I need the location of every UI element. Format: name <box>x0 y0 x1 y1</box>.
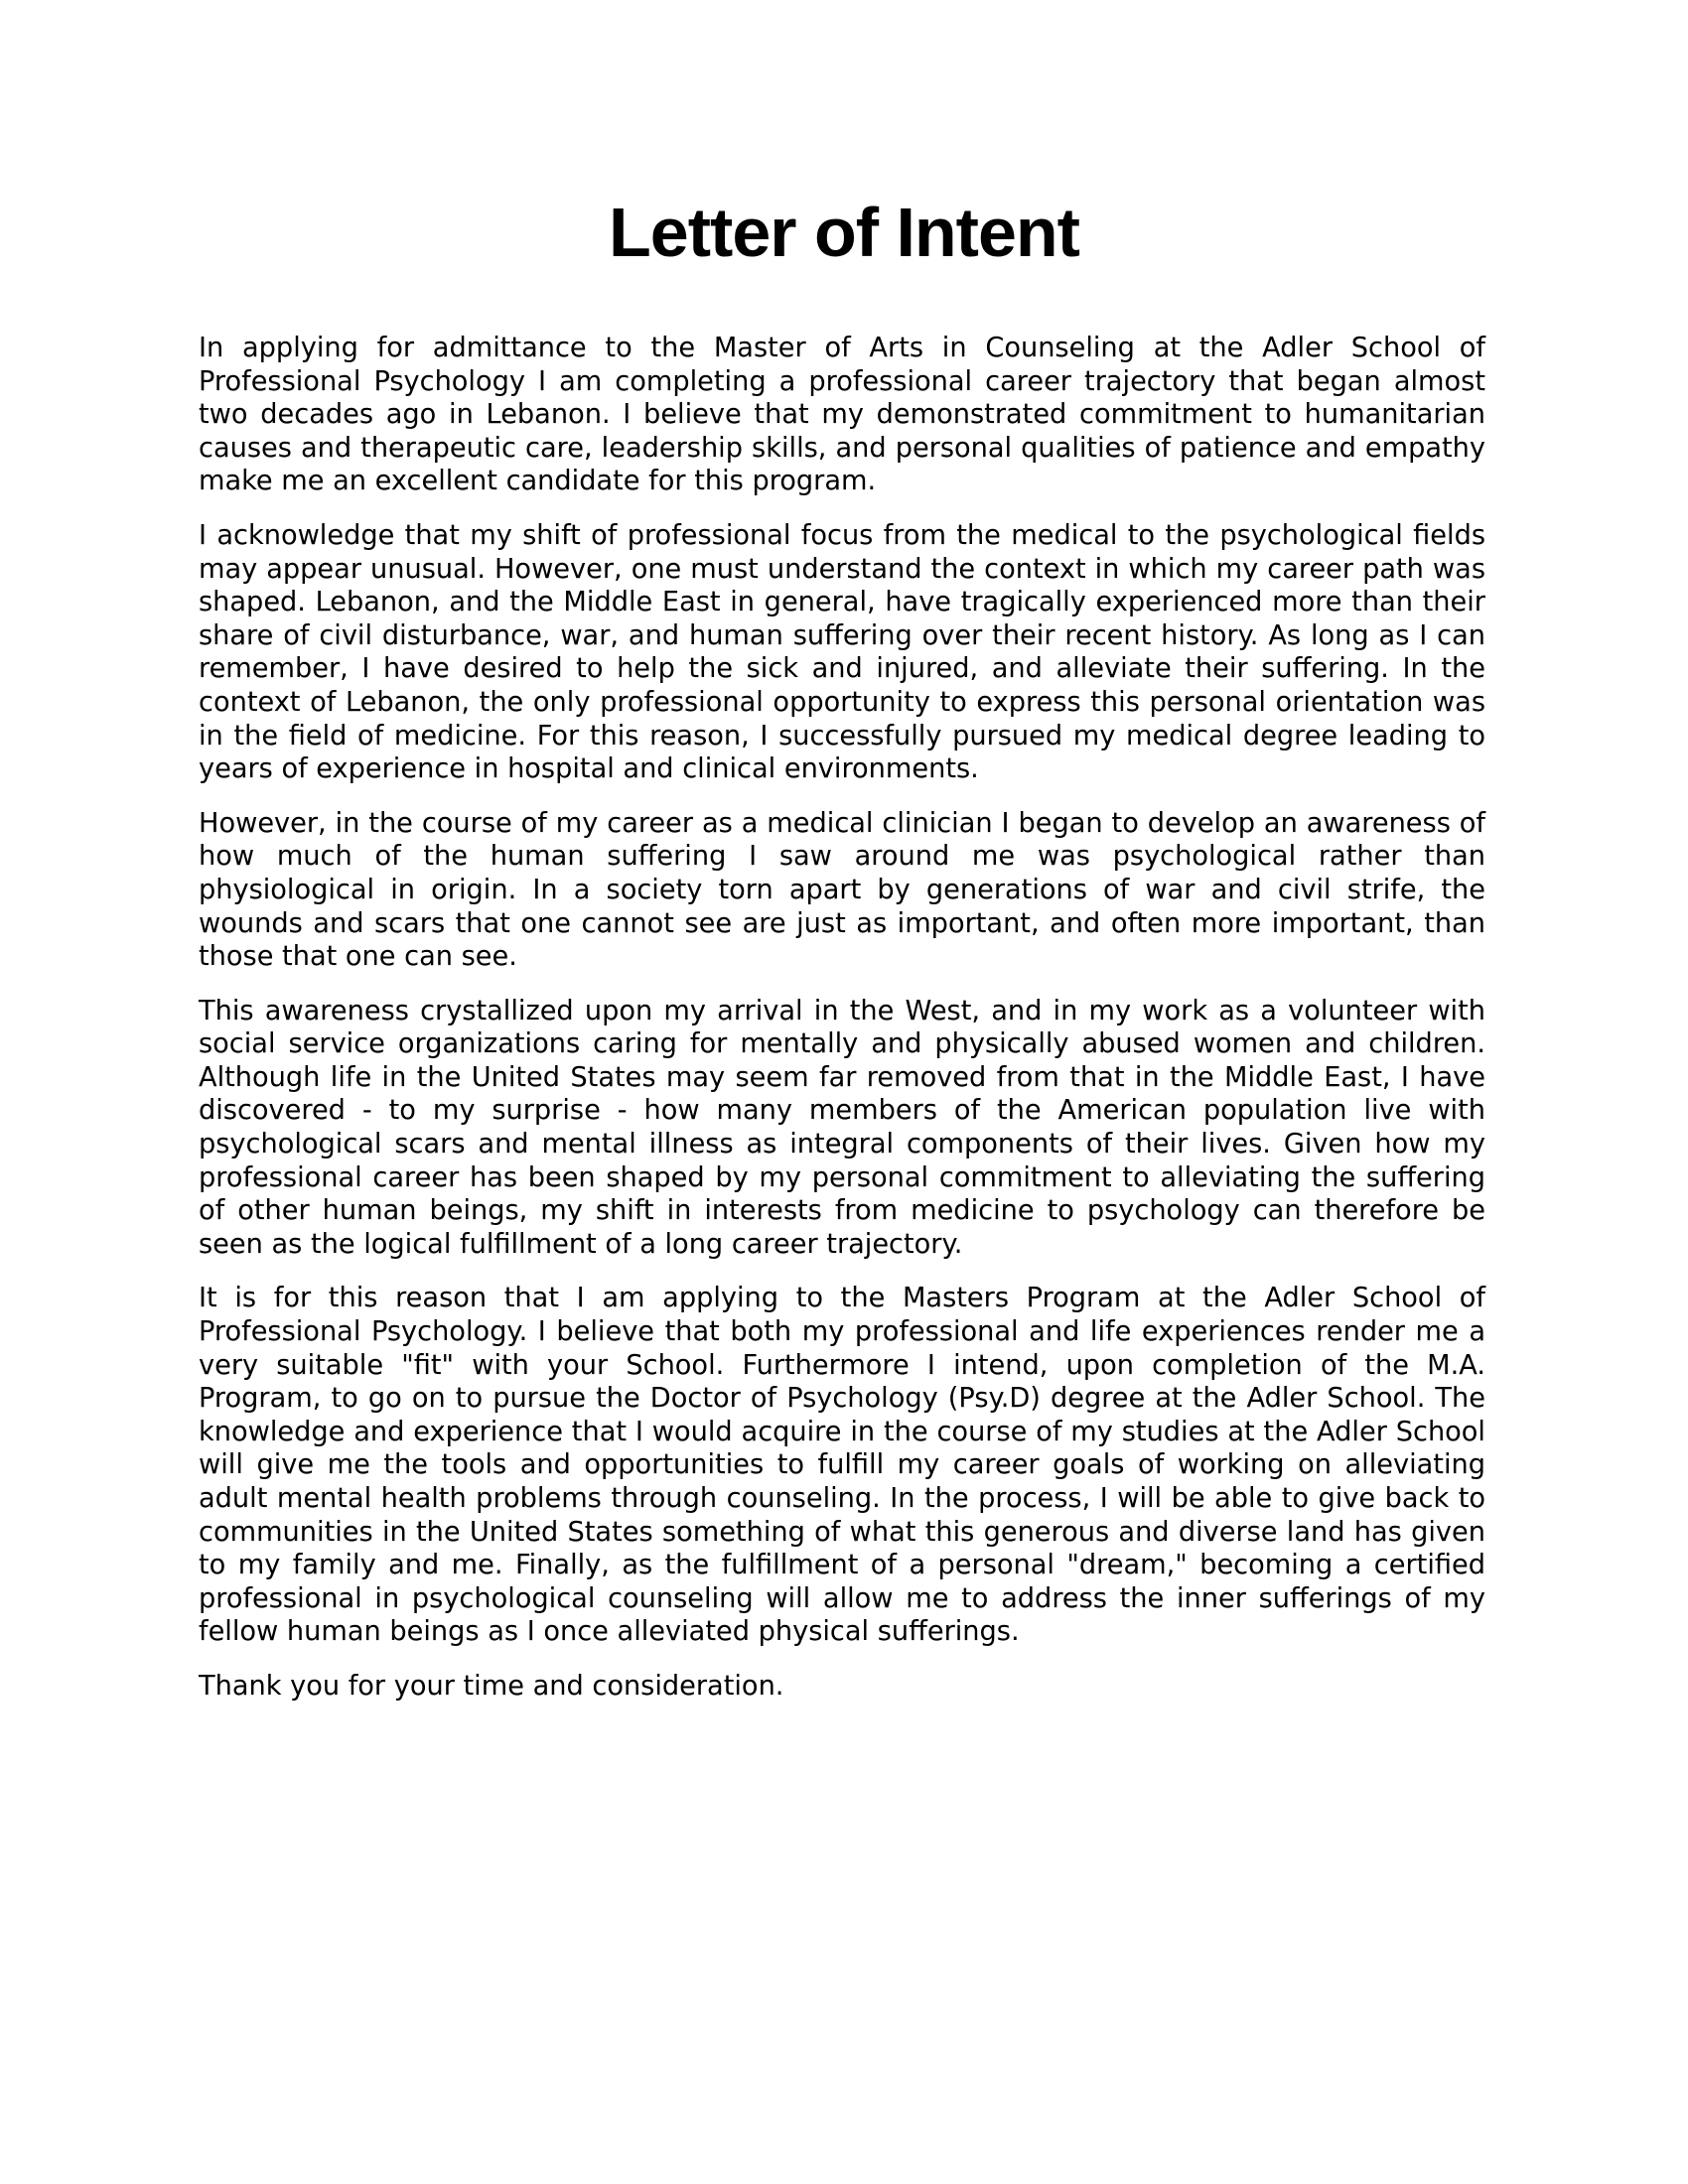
letter-body <box>199 332 1485 1724</box>
paragraph-closing: Thank you for your time and consideration. <box>199 1670 784 1702</box>
document-title: Letter of Intent <box>609 194 1079 271</box>
paragraph-awareness: However, in the course of my career as a medical clinician I began to develop an awareness of how much of the human suffering I saw around me was psychological rather than physiological in origin. In a society torn apart by generations of war and civil strife, the wounds and scars that one cannot see are just as important, and often more important, than those that one can see. <box>199 807 1485 973</box>
paragraph-west: This awareness crystallized upon my arrival in the West, and in my work as a volunteer with social service organizations caring for mentally and physically abused women and children. Although life in the United States may seem far removed from that in the Middle East, I have discovered - to my surprise - how many members of the American population live with psychological scars and mental illness as integral components of their lives. Given how my professional career has been shaped by my personal commitment to alleviating the suffering of other human beings, my shift in interests from medicine to psychology can therefore be seen as the logical fulfillment of a long career trajectory. <box>199 995 1485 1260</box>
paragraph-application: It is for this reason that I am applying to the Masters Program at the Adler School of Professional Psychology. I believe that both my professional and life experiences render me a very suitable "fit" with your School. Furthermore I intend, upon completion of the M.A. Program, to go on to pursue the Doctor of Psychology (Psy.D) degree at the Adler School. The knowledge and experience that I would acquire in the course of my studies at the Adler School will give me the tools and opportunities to fulfill my career goals of working on alleviating adult mental health problems through counseling. In the process, I will be able to give back to communities in the United States something of what this generous and diverse land has given to my family and me. Finally, as the fulfillment of a personal "dream," becoming a certified professional in psychological counseling will allow me to address the inner sufferings of my fellow human beings as I once alleviated physical sufferings. <box>199 1283 1485 1648</box>
paragraph-intro: In applying for admittance to the Master of Arts in Counseling at the Adler School of Professional Psychology I am completing a professional career trajectory that began almost two decades ago in Lebanon. I believe that my demonstrated commitment to humanitarian causes and therapeutic care, leadership skills, and personal qualities of patience and empathy make me an excellent candidate for this program. <box>199 333 1485 497</box>
paragraph-background: I acknowledge that my shift of professional focus from the medical to the psychological fields may appear unusual. However, one must understand the context in which my career path was shaped. Lebanon, and the Middle East in general, have tragically experienced more than their share of civil disturbance, war, and human suffering over their recent history. As long as I can remember, I have desired to help the sick and injured, and alleviate their suffering. In the context of Lebanon, the only professional opportunity to express this personal orientation was in the field of medicine. For this reason, I successfully pursued my medical degree leading to years of experience in hospital and clinical environments. <box>199 519 1485 785</box>
